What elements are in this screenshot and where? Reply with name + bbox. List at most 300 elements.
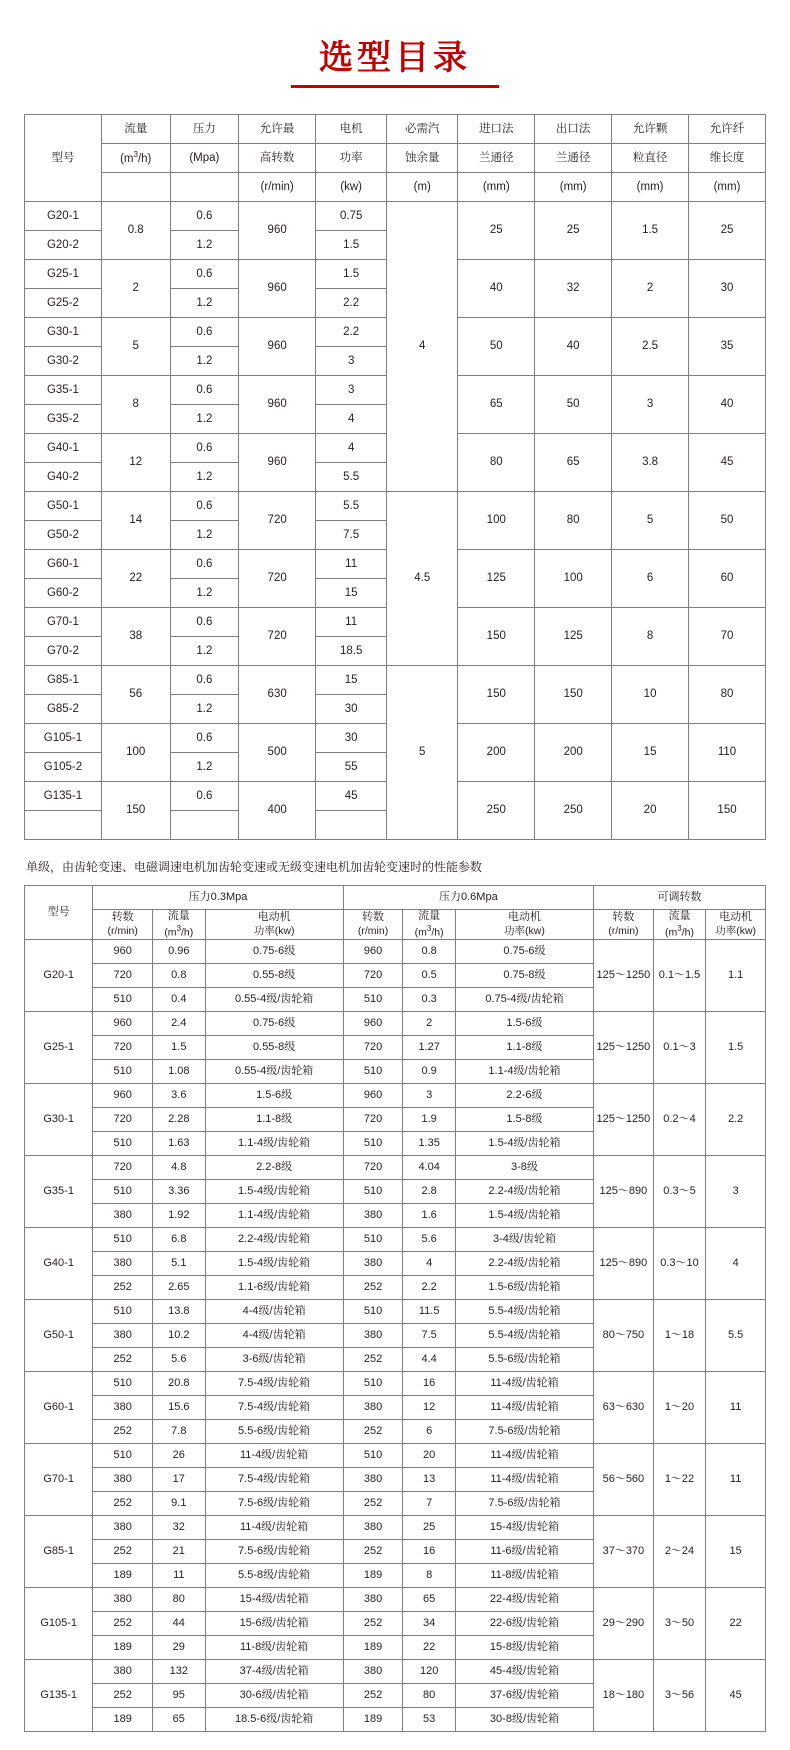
- specs-cell-flow: 56: [101, 666, 170, 724]
- perf-cell-speed-p06: 252: [343, 1612, 403, 1636]
- perf-cell-flow-p03: 3.6: [153, 1084, 206, 1108]
- perf-cell-flow-p03: 44: [153, 1612, 206, 1636]
- specs-cell-speed: 720: [239, 608, 316, 666]
- specs-cell-fiber: 35: [689, 318, 766, 376]
- perf-cell-flow-p03: 11: [153, 1564, 206, 1588]
- specs-header-particle-l3: (mm): [612, 173, 689, 202]
- perf-cell-flow-p06: 2.2: [403, 1276, 456, 1300]
- specs-cell-inlet: 65: [458, 376, 535, 434]
- specs-cell-model: G30-1: [25, 318, 102, 347]
- specs-cell-flow: 5: [101, 318, 170, 376]
- specs-cell-model: G70-2: [25, 637, 102, 666]
- perf-cell-motor-p03: 1.5-6级: [205, 1084, 343, 1108]
- specs-cell-power: 3: [316, 347, 387, 376]
- specs-header-npsh-l2: 蚀余量: [387, 144, 458, 173]
- perf-subheader-flow-p06-label: 流量: [418, 910, 441, 922]
- perf-cell-model: G50-1: [25, 1300, 93, 1372]
- perf-cell-speed-p03: 380: [93, 1204, 153, 1228]
- perf-cell-speed-p06: 380: [343, 1252, 403, 1276]
- perf-cell-flow-p06: 11.5: [403, 1300, 456, 1324]
- perf-cell-motor-p06: 15-4级/齿轮箱: [455, 1516, 593, 1540]
- specs-cell-model: G20-2: [25, 231, 102, 260]
- perf-cell-speed-adj: 18～180: [594, 1660, 654, 1732]
- specs-header-outlet-l3: (mm): [535, 173, 612, 202]
- perf-cell-motor-p03: 7.5-4级/齿轮箱: [205, 1396, 343, 1420]
- perf-cell-motor-p03: 1.5-4级/齿轮箱: [205, 1252, 343, 1276]
- perf-cell-motor-p03: 4-4级/齿轮箱: [205, 1300, 343, 1324]
- perf-cell-motor-p06: 1.5-8级: [455, 1108, 593, 1132]
- specs-cell-flow: 100: [101, 724, 170, 782]
- specs-header-inlet-l3: (mm): [458, 173, 535, 202]
- perf-cell-flow-p03: 13.8: [153, 1300, 206, 1324]
- perf-table-body: [25, 940, 766, 1732]
- perf-cell-speed-p03: 720: [93, 1156, 153, 1180]
- specs-header-model: 型号: [25, 115, 102, 202]
- specs-cell-pressure: 0.6: [170, 608, 239, 637]
- table-row: [25, 202, 766, 231]
- perf-cell-speed-p03: 189: [93, 1636, 153, 1660]
- perf-cell-flow-p06: 5.6: [403, 1228, 456, 1252]
- perf-cell-motor-p06: 7.5-6级/齿轮箱: [455, 1420, 593, 1444]
- specs-cell-power: 15: [316, 579, 387, 608]
- perf-cell-motor-p06: 1.5-6级: [455, 1012, 593, 1036]
- specs-cell-particle: 6: [612, 550, 689, 608]
- perf-cell-model: G105-1: [25, 1588, 93, 1660]
- perf-header-row-1: [25, 886, 766, 910]
- table-row: [25, 1084, 766, 1108]
- perf-cell-flow-p03: 80: [153, 1588, 206, 1612]
- perf-cell-flow-p06: 65: [403, 1588, 456, 1612]
- specs-table: [24, 114, 766, 840]
- perf-cell-motor-p03: 11-4级/齿轮箱: [205, 1444, 343, 1468]
- perf-cell-speed-p06: 380: [343, 1516, 403, 1540]
- perf-subheader-speed-adj: [594, 910, 654, 940]
- perf-cell-speed-p06: 510: [343, 1060, 403, 1084]
- specs-cell-fiber: 25: [689, 202, 766, 260]
- specs-table-head: [25, 115, 766, 202]
- perf-cell-motor-p03: 15-4级/齿轮箱: [205, 1588, 343, 1612]
- specs-cell-pressure: 1.2: [170, 521, 239, 550]
- perf-cell-speed-p03: 510: [93, 1372, 153, 1396]
- perf-cell-speed-p03: 380: [93, 1516, 153, 1540]
- perf-subheader-speed-p03-label: 转数: [111, 911, 134, 924]
- specs-header-fiber-l3: (mm): [689, 173, 766, 202]
- perf-cell-motor-p06: 2.2-6级: [455, 1084, 593, 1108]
- perf-cell-motor-p03: 0.55-8级: [205, 964, 343, 988]
- perf-subheader-flow-p03-unit: $(m^3/h)$: [164, 923, 194, 939]
- specs-header-inlet-l1: 进口法: [458, 115, 535, 144]
- perf-cell-speed-p03: 380: [93, 1396, 153, 1420]
- bottom-spacer: [24, 1732, 766, 1750]
- specs-cell-pressure: 0.6: [170, 666, 239, 695]
- specs-header-flow-l2: $(m^3/h)$: [101, 144, 170, 173]
- perf-cell-flow-p03: 95: [153, 1684, 206, 1708]
- perf-cell-flow-p03: 32: [153, 1516, 206, 1540]
- perf-cell-motor-p06: 1.1-8级: [455, 1036, 593, 1060]
- perf-cell-model: G40-1: [25, 1228, 93, 1300]
- perf-cell-speed-p06: 720: [343, 964, 403, 988]
- perf-cell-motor-p06: 5.5-4级/齿轮箱: [455, 1324, 593, 1348]
- table-row: [25, 1012, 766, 1036]
- perf-cell-speed-adj: 63～630: [594, 1372, 654, 1444]
- perf-subheader-motor-p03-unit: 功率(kw): [253, 925, 295, 937]
- specs-header-power-l1: 电机: [316, 115, 387, 144]
- specs-cell-speed: 500: [239, 724, 316, 782]
- perf-header-model: 型号: [25, 886, 93, 940]
- perf-cell-motor-p03: 4-4级/齿轮箱: [205, 1324, 343, 1348]
- perf-cell-flow-p03: 6.8: [153, 1228, 206, 1252]
- perf-cell-motor-p03: 1.5-4级/齿轮箱: [205, 1180, 343, 1204]
- perf-cell-flow-p06: 16: [403, 1540, 456, 1564]
- specs-cell-fiber: 110: [689, 724, 766, 782]
- perf-cell-motor-p03: 1.1-6级/齿轮箱: [205, 1276, 343, 1300]
- perf-cell-speed-p06: 720: [343, 1156, 403, 1180]
- perf-cell-flow-p06: 0.8: [403, 940, 456, 964]
- specs-cell-power: 11: [316, 608, 387, 637]
- perf-cell-speed-adj: 37～370: [594, 1516, 654, 1588]
- specs-header-outlet-l1: 出口法: [535, 115, 612, 144]
- specs-cell-pressure: 0.6: [170, 318, 239, 347]
- perf-cell-flow-p03: 1.63: [153, 1132, 206, 1156]
- specs-cell-pressure: 1.2: [170, 231, 239, 260]
- specs-cell-model: G135-1: [25, 782, 102, 811]
- perf-subheader-flow-p03-label: 流量: [167, 910, 190, 922]
- performance-table: [24, 885, 766, 1732]
- perf-cell-motor-p06: 0.75-4级/齿轮箱: [455, 988, 593, 1012]
- perf-cell-speed-p06: 960: [343, 940, 403, 964]
- perf-cell-speed-p03: 380: [93, 1468, 153, 1492]
- specs-cell-flow: 2: [101, 260, 170, 318]
- specs-cell-particle: 5: [612, 492, 689, 550]
- perf-cell-motor-p03: 0.75-6级: [205, 940, 343, 964]
- perf-subheader-speed-p06-label: 转数: [362, 911, 385, 924]
- perf-table-note: 单级，由齿轮变速、电磁调速电机加齿轮变速或无级变速电机加齿轮变速时的性能参数: [26, 860, 483, 874]
- specs-cell-model: G60-1: [25, 550, 102, 579]
- perf-cell-speed-p06: 380: [343, 1204, 403, 1228]
- perf-cell-flow-p06: 0.9: [403, 1060, 456, 1084]
- perf-subheader-motor-p06-label: 电动机: [507, 911, 541, 924]
- perf-subheader-speed-adj-unit: (r/min): [608, 925, 639, 937]
- perf-cell-motor-p03: 2.2-4级/齿轮箱: [205, 1228, 343, 1252]
- perf-cell-flow-p03: 4.8: [153, 1156, 206, 1180]
- perf-cell-flow-p03: 10.2: [153, 1324, 206, 1348]
- perf-cell-speed-adj: 125～1250: [594, 940, 654, 1012]
- perf-cell-flow-p06: 34: [403, 1612, 456, 1636]
- perf-cell-motor-p06: 1.5-4级/齿轮箱: [455, 1132, 593, 1156]
- perf-cell-motor-p03: 0.55-4级/齿轮箱: [205, 988, 343, 1012]
- perf-subheader-motor-adj-unit: 功率(kw): [715, 925, 757, 937]
- specs-cell-pressure: 1.2: [170, 405, 239, 434]
- perf-cell-flow-p03: 26: [153, 1444, 206, 1468]
- perf-cell-motor-p06: 45-4级/齿轮箱: [455, 1660, 593, 1684]
- specs-cell-flow: 12: [101, 434, 170, 492]
- specs-cell-flow: 38: [101, 608, 170, 666]
- perf-cell-motor-p06: 2.2-4级/齿轮箱: [455, 1180, 593, 1204]
- perf-cell-speed-p03: 380: [93, 1252, 153, 1276]
- specs-cell-pressure: 0.6: [170, 376, 239, 405]
- perf-cell-flow-p06: 80: [403, 1684, 456, 1708]
- specs-cell-power: 30: [316, 695, 387, 724]
- specs-cell-outlet: 80: [535, 492, 612, 550]
- specs-cell-pressure: 0.6: [170, 550, 239, 579]
- page-title: 选型目录: [319, 39, 471, 77]
- specs-cell-pressure: 1.2: [170, 695, 239, 724]
- perf-cell-motor-adj: 45: [706, 1660, 766, 1732]
- perf-cell-speed-p06: 510: [343, 1372, 403, 1396]
- specs-cell-speed: 400: [239, 782, 316, 840]
- perf-subheader-speed-p03-unit: (r/min): [107, 925, 138, 937]
- perf-cell-speed-p06: 960: [343, 1084, 403, 1108]
- specs-cell-power: 4: [316, 434, 387, 463]
- perf-cell-speed-p03: 380: [93, 1324, 153, 1348]
- specs-cell-power: 4: [316, 405, 387, 434]
- perf-header-adjustable: 可调转数: [594, 886, 766, 910]
- perf-cell-speed-adj: 125～890: [594, 1228, 654, 1300]
- perf-cell-flow-p06: 0.3: [403, 988, 456, 1012]
- specs-cell-fiber: 45: [689, 434, 766, 492]
- perf-cell-motor-p06: 22-6级/齿轮箱: [455, 1612, 593, 1636]
- perf-cell-speed-p06: 510: [343, 988, 403, 1012]
- specs-header-power-l2: 功率: [316, 144, 387, 173]
- perf-cell-flow-adj: 3～56: [653, 1660, 706, 1732]
- perf-cell-motor-p06: 1.1-4级/齿轮箱: [455, 1060, 593, 1084]
- perf-cell-speed-p06: 252: [343, 1540, 403, 1564]
- table-row: [25, 1372, 766, 1396]
- table-row: [25, 492, 766, 521]
- perf-cell-speed-p03: 960: [93, 940, 153, 964]
- perf-cell-motor-p03: 2.2-8级: [205, 1156, 343, 1180]
- specs-header-fiber-l2: 维长度: [689, 144, 766, 173]
- perf-cell-flow-adj: 3～50: [653, 1588, 706, 1660]
- perf-header-row-2: [25, 910, 766, 940]
- perf-cell-speed-p03: 510: [93, 1060, 153, 1084]
- perf-cell-flow-p03: 2.4: [153, 1012, 206, 1036]
- specs-cell-pressure: 0.6: [170, 202, 239, 231]
- specs-cell-model: G50-2: [25, 521, 102, 550]
- document-page: [0, 30, 790, 1750]
- perf-cell-flow-p06: 7: [403, 1492, 456, 1516]
- perf-cell-speed-p03: 252: [93, 1684, 153, 1708]
- perf-cell-speed-p03: 189: [93, 1708, 153, 1732]
- perf-cell-flow-p06: 13: [403, 1468, 456, 1492]
- specs-cell-outlet: 125: [535, 608, 612, 666]
- perf-cell-speed-p06: 510: [343, 1228, 403, 1252]
- perf-cell-motor-p03: 15-6级/齿轮箱: [205, 1612, 343, 1636]
- perf-cell-motor-p03: 0.55-8级: [205, 1036, 343, 1060]
- specs-cell-particle: 10: [612, 666, 689, 724]
- perf-cell-model: G85-1: [25, 1516, 93, 1588]
- perf-cell-motor-adj: 15: [706, 1516, 766, 1588]
- perf-cell-speed-p03: 380: [93, 1588, 153, 1612]
- specs-cell-power: 1.5: [316, 231, 387, 260]
- specs-cell-fiber: 150: [689, 782, 766, 840]
- perf-cell-speed-p06: 960: [343, 1012, 403, 1036]
- perf-cell-flow-p03: 5.1: [153, 1252, 206, 1276]
- perf-cell-speed-p06: 720: [343, 1036, 403, 1060]
- perf-cell-speed-adj: 29～290: [594, 1588, 654, 1660]
- specs-cell-power: 5.5: [316, 463, 387, 492]
- perf-cell-motor-p06: 15-8级/齿轮箱: [455, 1636, 593, 1660]
- perf-cell-flow-p03: 7.8: [153, 1420, 206, 1444]
- perf-cell-speed-p03: 252: [93, 1420, 153, 1444]
- perf-cell-speed-p06: 252: [343, 1492, 403, 1516]
- specs-header-inlet-l2: 兰通径: [458, 144, 535, 173]
- specs-cell-inlet: 50: [458, 318, 535, 376]
- perf-subheader-motor-adj: [706, 910, 766, 940]
- specs-cell-npsh: 4: [387, 202, 458, 492]
- specs-cell-inlet: 25: [458, 202, 535, 260]
- perf-cell-flow-p06: 0.5: [403, 964, 456, 988]
- specs-cell-pressure: 1.2: [170, 579, 239, 608]
- perf-cell-motor-p03: 1.1-8级: [205, 1108, 343, 1132]
- specs-cell-model: G20-1: [25, 202, 102, 231]
- perf-cell-motor-p06: 1.5-6级/齿轮箱: [455, 1276, 593, 1300]
- perf-cell-flow-p06: 16: [403, 1372, 456, 1396]
- perf-cell-motor-adj: 22: [706, 1588, 766, 1660]
- perf-cell-motor-adj: 11: [706, 1372, 766, 1444]
- specs-cell-model: G40-1: [25, 434, 102, 463]
- perf-cell-model: G25-1: [25, 1012, 93, 1084]
- perf-cell-flow-p03: 1.08: [153, 1060, 206, 1084]
- perf-cell-speed-p03: 252: [93, 1492, 153, 1516]
- perf-cell-speed-p06: 252: [343, 1684, 403, 1708]
- specs-cell-model: [25, 811, 102, 840]
- specs-cell-pressure: 0.6: [170, 782, 239, 811]
- table-row: [25, 1156, 766, 1180]
- perf-cell-speed-adj: 80～750: [594, 1300, 654, 1372]
- perf-cell-motor-p03: 1.1-4级/齿轮箱: [205, 1204, 343, 1228]
- perf-cell-speed-p06: 510: [343, 1132, 403, 1156]
- table-row: [25, 1444, 766, 1468]
- perf-cell-flow-adj: 0.3～5: [653, 1156, 706, 1228]
- perf-cell-motor-p03: 11-4级/齿轮箱: [205, 1516, 343, 1540]
- perf-cell-speed-p03: 510: [93, 988, 153, 1012]
- perf-cell-motor-adj: 2.2: [706, 1084, 766, 1156]
- specs-cell-fiber: 50: [689, 492, 766, 550]
- perf-cell-motor-p03: 7.5-4级/齿轮箱: [205, 1372, 343, 1396]
- specs-cell-outlet: 65: [535, 434, 612, 492]
- perf-cell-flow-p03: 0.96: [153, 940, 206, 964]
- specs-cell-model: G40-2: [25, 463, 102, 492]
- perf-cell-motor-adj: 4: [706, 1228, 766, 1300]
- specs-cell-power: 7.5: [316, 521, 387, 550]
- specs-header-particle-l1: 允许颗: [612, 115, 689, 144]
- perf-cell-speed-p03: 960: [93, 1012, 153, 1036]
- perf-cell-speed-p03: 189: [93, 1564, 153, 1588]
- specs-header-outlet-l2: 兰通径: [535, 144, 612, 173]
- perf-cell-flow-p06: 1.27: [403, 1036, 456, 1060]
- specs-table-body: [25, 202, 766, 840]
- perf-cell-flow-p06: 20: [403, 1444, 456, 1468]
- specs-cell-particle: 2: [612, 260, 689, 318]
- perf-subheader-flow-p03: [153, 910, 206, 940]
- specs-cell-model: G35-2: [25, 405, 102, 434]
- specs-header-npsh-l1: 必需汽: [387, 115, 458, 144]
- specs-cell-model: G60-2: [25, 579, 102, 608]
- perf-cell-motor-p03: 5.5-8级/齿轮箱: [205, 1564, 343, 1588]
- perf-subheader-speed-adj-label: 转数: [612, 911, 635, 924]
- specs-cell-pressure: 0.6: [170, 260, 239, 289]
- specs-cell-model: G85-1: [25, 666, 102, 695]
- perf-cell-flow-adj: 2～24: [653, 1516, 706, 1588]
- specs-cell-model: G70-1: [25, 608, 102, 637]
- perf-cell-motor-p06: 7.5-6级/齿轮箱: [455, 1492, 593, 1516]
- perf-subheader-flow-adj-unit: $(m^3/h)$: [665, 923, 694, 939]
- perf-cell-speed-p06: 380: [343, 1660, 403, 1684]
- perf-cell-flow-p03: 15.6: [153, 1396, 206, 1420]
- perf-cell-speed-p03: 960: [93, 1084, 153, 1108]
- perf-cell-speed-p06: 380: [343, 1588, 403, 1612]
- perf-cell-speed-adj: 125～1250: [594, 1084, 654, 1156]
- specs-cell-flow: 14: [101, 492, 170, 550]
- perf-cell-flow-p06: 12: [403, 1396, 456, 1420]
- perf-cell-flow-p06: 120: [403, 1660, 456, 1684]
- specs-cell-particle: 8: [612, 608, 689, 666]
- perf-cell-speed-p06: 252: [343, 1420, 403, 1444]
- perf-subheader-motor-p06: [455, 910, 593, 940]
- specs-cell-speed: 630: [239, 666, 316, 724]
- perf-cell-speed-p03: 510: [93, 1300, 153, 1324]
- specs-cell-fiber: 30: [689, 260, 766, 318]
- perf-cell-flow-p06: 1.9: [403, 1108, 456, 1132]
- perf-cell-motor-p06: 5.5-6级/齿轮箱: [455, 1348, 593, 1372]
- perf-cell-flow-p06: 1.35: [403, 1132, 456, 1156]
- specs-cell-outlet: 100: [535, 550, 612, 608]
- specs-header-pressure-l1: 压力: [170, 115, 239, 144]
- perf-subheader-flow-adj-label: 流量: [668, 910, 691, 922]
- specs-cell-particle: 15: [612, 724, 689, 782]
- specs-cell-speed: 960: [239, 434, 316, 492]
- perf-cell-model: G35-1: [25, 1156, 93, 1228]
- specs-header-npsh-l3: (m): [387, 173, 458, 202]
- perf-cell-speed-p03: 720: [93, 1108, 153, 1132]
- perf-subheader-speed-p03: [93, 910, 153, 940]
- specs-header-power-l3: (kw): [316, 173, 387, 202]
- perf-cell-motor-p06: 3-8级: [455, 1156, 593, 1180]
- perf-cell-motor-p03: 18.5-6级/齿轮箱: [205, 1708, 343, 1732]
- perf-cell-motor-p03: 37-4级/齿轮箱: [205, 1660, 343, 1684]
- perf-cell-speed-p06: 380: [343, 1468, 403, 1492]
- specs-cell-particle: 2.5: [612, 318, 689, 376]
- specs-cell-particle: 3: [612, 376, 689, 434]
- specs-cell-fiber: 80: [689, 666, 766, 724]
- perf-cell-flow-p03: 1.5: [153, 1036, 206, 1060]
- perf-cell-speed-p03: 252: [93, 1348, 153, 1372]
- specs-cell-model: G25-2: [25, 289, 102, 318]
- perf-cell-motor-p06: 37-6级/齿轮箱: [455, 1684, 593, 1708]
- perf-cell-flow-p06: 7.5: [403, 1324, 456, 1348]
- perf-cell-flow-p03: 2.28: [153, 1108, 206, 1132]
- perf-subheader-speed-p06: [343, 910, 403, 940]
- perf-cell-motor-p06: 0.75-6级: [455, 940, 593, 964]
- specs-cell-inlet: 40: [458, 260, 535, 318]
- perf-cell-flow-adj: 1～22: [653, 1444, 706, 1516]
- perf-cell-flow-p03: 29: [153, 1636, 206, 1660]
- perf-subheader-flow-p06-unit: $(m^3/h)$: [414, 923, 444, 939]
- specs-cell-power: 11: [316, 550, 387, 579]
- perf-subheader-flow-adj: [653, 910, 706, 940]
- specs-cell-flow: 8: [101, 376, 170, 434]
- perf-cell-model: G30-1: [25, 1084, 93, 1156]
- specs-cell-flow: 22: [101, 550, 170, 608]
- specs-cell-power: 15: [316, 666, 387, 695]
- perf-cell-flow-p03: 65: [153, 1708, 206, 1732]
- perf-cell-flow-p03: 5.6: [153, 1348, 206, 1372]
- specs-cell-pressure: 0.6: [170, 434, 239, 463]
- specs-cell-particle: 20: [612, 782, 689, 840]
- perf-cell-model: G20-1: [25, 940, 93, 1012]
- specs-cell-power: 2.2: [316, 318, 387, 347]
